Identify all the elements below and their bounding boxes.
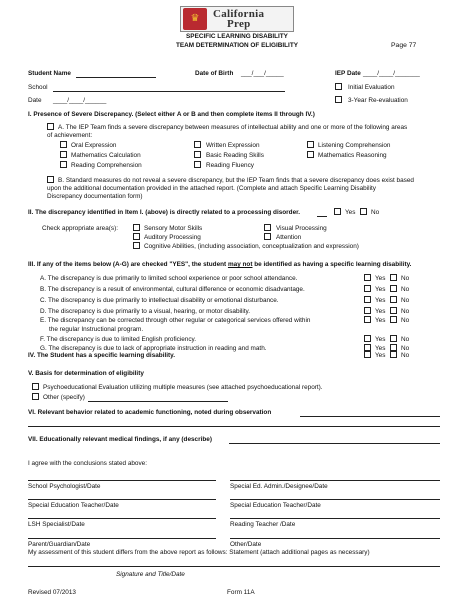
section-4-heading: IV. The Student has a specific learning disability.	[28, 352, 176, 359]
yes-label: Yes	[375, 308, 386, 315]
school-field[interactable]	[53, 91, 285, 92]
signature-line[interactable]	[28, 538, 216, 539]
exclusion-no-checkbox[interactable]	[390, 344, 397, 351]
date-field[interactable]: ____/____/______	[53, 97, 107, 104]
processing-label: Auditory Processing	[144, 234, 201, 241]
page-number: Page 77	[391, 42, 417, 49]
no-label: No	[401, 317, 410, 324]
section-4-yes-checkbox[interactable]	[364, 351, 371, 358]
visual-processing-checkbox[interactable]	[264, 224, 271, 231]
logo-text	[213, 9, 264, 29]
may-not-text: may not	[227, 261, 253, 268]
blank-line	[317, 216, 327, 217]
exclusion-yes-checkbox[interactable]	[364, 344, 371, 351]
listening-comprehension-checkbox[interactable]	[307, 141, 314, 148]
exclusion-item-text: E. The discrepancy can be corrected through other regular or categorical services offered within	[40, 317, 311, 324]
no-label: No	[401, 286, 410, 293]
signature-label: Special Education Teacher/Date	[28, 502, 119, 509]
exclusion-yes-checkbox[interactable]	[364, 285, 371, 292]
exclusion-item-text: C. The discrepancy is due primarily to intellectual disability or emotional disturbance.	[40, 297, 279, 304]
signature-label: Special Education Teacher/Date	[230, 502, 321, 509]
yes-label: Yes	[375, 286, 386, 293]
check-area-label: Check appropriate area(s):	[42, 225, 119, 232]
medical-findings-field[interactable]	[229, 443, 440, 444]
signature-line[interactable]	[230, 538, 440, 539]
no-label: No	[401, 336, 410, 343]
student-name-field[interactable]	[76, 77, 156, 78]
area-label: Mathematics Reasoning	[318, 152, 387, 159]
yes-label: Yes	[375, 317, 386, 324]
processing-label: Visual Processing	[276, 225, 327, 232]
yes-label: Yes	[375, 352, 386, 359]
exclusion-no-checkbox[interactable]	[390, 285, 397, 292]
signature-line[interactable]	[28, 480, 216, 481]
section-4-no-checkbox[interactable]	[390, 351, 397, 358]
no-label: No	[401, 345, 410, 352]
exclusion-no-checkbox[interactable]	[390, 307, 397, 314]
exclusion-item-text: G. The discrepancy is due to lack of appropriate instruction in reading and math.	[40, 345, 267, 352]
section-2-no-checkbox[interactable]	[360, 208, 367, 215]
signature-line[interactable]	[28, 499, 216, 500]
no-label: No	[371, 209, 380, 216]
other-label: Other (specify)	[43, 394, 85, 401]
signature-line[interactable]	[230, 499, 440, 500]
cognitive-abilities-checkbox[interactable]	[133, 242, 140, 249]
agree-statement: I agree with the conclusions stated above:	[28, 460, 148, 467]
area-label: Written Expression	[206, 142, 260, 149]
no-label: No	[401, 275, 410, 282]
psychoeducational-checkbox[interactable]	[32, 383, 39, 390]
psychoeducational-label: Psychoeducational Evaluation utilizing multiple measures (see attached psychoeducational report).	[43, 384, 323, 391]
section-1-heading: I. Presence of Severe Discrepancy. (Select either A or B and then complete items II through IV.)	[28, 111, 315, 118]
school-label: School	[28, 84, 48, 91]
area-label: Mathematics Calculation	[71, 152, 141, 159]
yes-label: Yes	[375, 297, 386, 304]
area-label: Reading Comprehension	[71, 162, 142, 169]
signature-title-label: Signature and Title/Date	[116, 571, 185, 578]
option-b-text-3: Discrepancy documentation form)	[47, 193, 143, 200]
signature-line[interactable]	[28, 518, 216, 519]
exclusion-no-checkbox[interactable]	[390, 274, 397, 281]
exclusion-yes-checkbox[interactable]	[364, 296, 371, 303]
differs-field[interactable]	[28, 566, 440, 567]
yes-label: Yes	[375, 275, 386, 282]
section-5-heading: V. Basis for determination of eligibility	[28, 370, 144, 377]
reeval-checkbox[interactable]	[335, 96, 342, 103]
differs-statement: My assessment of this student differs from the above report as follows: Statement (attach additional pages as necessary)	[28, 549, 370, 556]
date-label: Date	[28, 97, 42, 104]
logo-line2: Prep	[227, 18, 251, 30]
math-calculation-checkbox[interactable]	[60, 151, 67, 158]
exclusion-no-checkbox[interactable]	[390, 335, 397, 342]
area-label: Reading Fluency	[206, 162, 254, 169]
yes-label: Yes	[345, 209, 356, 216]
exclusion-item-text: A. The discrepancy is due primarily to limited school experience or poor school attendance.	[40, 275, 298, 282]
yes-label: Yes	[375, 345, 386, 352]
section-6-heading: VI. Relevant behavior related to academic functioning, noted during observation	[28, 409, 272, 416]
area-label: Oral Expression	[71, 142, 117, 149]
initial-eval-checkbox[interactable]	[335, 83, 342, 90]
dob-field[interactable]: ___/___/_____	[241, 70, 284, 77]
exclusion-item-text: D. The discrepancy is due primarily to a visual, hearing, or motor disability.	[40, 308, 251, 315]
processing-label: Sensory Motor Skills	[144, 225, 203, 232]
option-a-text-2: of achievement:	[47, 132, 93, 139]
signature-label: School Psychologist/Date	[28, 483, 101, 490]
yes-label: Yes	[375, 336, 386, 343]
dob-label: Date of Birth	[195, 70, 234, 77]
form-number: Form 11A	[227, 589, 255, 596]
no-label: No	[401, 308, 410, 315]
math-reasoning-checkbox[interactable]	[307, 151, 314, 158]
processing-label: Cognitive Abilities, (including association, conceptualization and expression)	[144, 243, 359, 250]
iep-date-label: IEP Date	[335, 70, 361, 77]
signature-label: Other/Date	[230, 541, 262, 548]
option-a-checkbox[interactable]	[47, 123, 54, 130]
california-prep-logo	[180, 6, 294, 32]
exclusion-item-text: F. The discrepancy is due to limited English proficiency.	[40, 336, 197, 343]
observation-field-2[interactable]	[28, 426, 440, 427]
signature-line[interactable]	[230, 518, 440, 519]
initial-eval-label: Initial Evaluation	[348, 84, 395, 91]
no-label: No	[401, 297, 410, 304]
logo-line1: California	[213, 8, 265, 20]
area-label: Basic Reading Skills	[206, 152, 264, 159]
exclusion-yes-checkbox[interactable]	[364, 274, 371, 281]
area-label: Listening Comprehension	[318, 142, 391, 149]
signature-label: LSH Specialist/Date	[28, 521, 85, 528]
form-title: SPECIFIC LEARNING DISABILITY	[186, 33, 288, 40]
exclusion-yes-checkbox[interactable]	[364, 316, 371, 323]
reading-comprehension-checkbox[interactable]	[60, 161, 67, 168]
iep-date-field[interactable]: ____/____/_______	[363, 70, 420, 77]
exclusion-no-checkbox[interactable]	[390, 316, 397, 323]
form-subtitle: TEAM DETERMINATION OF ELIGIBILITY	[175, 42, 298, 49]
option-b-text: B. Standard measures do not reveal a severe discrepancy, but the IEP Team finds that a severe discrepancy does exist based	[58, 177, 414, 184]
section-2-heading: II. The discrepancy identified in Item I. (above) is directly related to a processing disorder.	[28, 209, 301, 216]
exclusion-yes-checkbox[interactable]	[364, 307, 371, 314]
student-name-label: Student Name	[28, 70, 71, 77]
oral-expression-checkbox[interactable]	[60, 141, 67, 148]
section-3-heading	[28, 261, 411, 268]
exclusion-no-checkbox[interactable]	[390, 296, 397, 303]
option-a-text: A. The IEP Team finds a severe discrepancy between measures of intellectual ability and one or more of the following areas	[58, 124, 408, 131]
written-expression-checkbox[interactable]	[194, 141, 201, 148]
revised-date: Revised 07/2013	[28, 589, 76, 596]
reeval-label: 3-Year Re-evaluation	[348, 97, 408, 104]
option-b-text-2: upon the additional documentation provided in the attached report. (Complete and attach Specific Learning Disability	[47, 185, 376, 192]
heading-text: III. If any of the items below (A-G) are checked "YES", the student	[28, 261, 228, 268]
basic-reading-checkbox[interactable]	[194, 151, 201, 158]
heading-text: be identified as having a specific learning disability.	[252, 261, 412, 268]
signature-label: Special Ed. Admin./Designee/Date	[230, 483, 328, 490]
section-2-yes-checkbox[interactable]	[334, 208, 341, 215]
seal-icon: ♛	[183, 8, 207, 30]
option-b-checkbox[interactable]	[47, 176, 54, 183]
signature-label: Parent/Guardian/Date	[28, 541, 91, 548]
other-specify-field[interactable]	[88, 401, 228, 402]
observation-field[interactable]	[300, 416, 440, 417]
sensory-motor-checkbox[interactable]	[133, 224, 140, 231]
exclusion-item-text: B. The discrepancy is a result of environmental, cultural difference or economic disadvantage.	[40, 286, 305, 293]
item-e-continuation: the regular Instructional program.	[49, 326, 144, 333]
processing-label: Attention	[276, 234, 302, 241]
attention-checkbox[interactable]	[264, 233, 271, 240]
other-checkbox[interactable]	[32, 393, 39, 400]
exclusion-yes-checkbox[interactable]	[364, 335, 371, 342]
no-label: No	[401, 352, 410, 359]
signature-line[interactable]	[230, 480, 440, 481]
section-7-heading: VII. Educationally relevant medical findings, if any (describe)	[28, 436, 212, 443]
auditory-processing-checkbox[interactable]	[133, 233, 140, 240]
reading-fluency-checkbox[interactable]	[194, 161, 201, 168]
signature-label: Reading Teacher /Date	[230, 521, 296, 528]
